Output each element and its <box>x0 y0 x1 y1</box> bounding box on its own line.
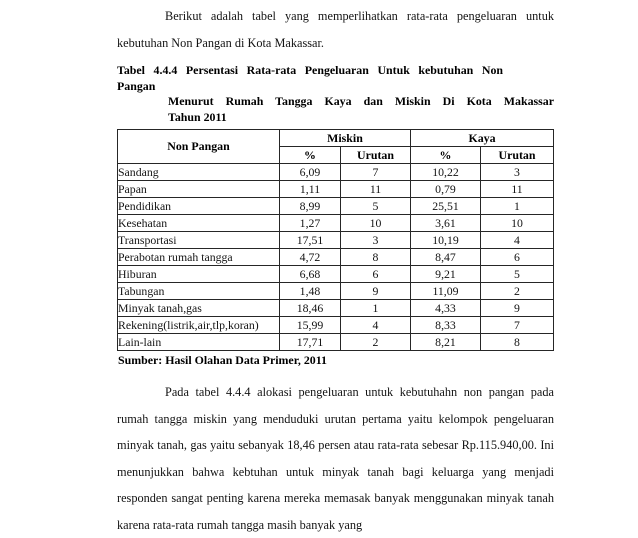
cell-miskin-rank: 3 <box>341 232 411 249</box>
page-content <box>117 0 554 538</box>
cell-miskin-rank: 5 <box>341 198 411 215</box>
cell-miskin-percent: 8,99 <box>280 198 341 215</box>
cell-kaya-rank: 8 <box>481 334 554 351</box>
cell-kaya-rank: 2 <box>481 283 554 300</box>
table-caption-line-3: Tahun 2011 <box>168 109 227 124</box>
cell-miskin-percent: 17,51 <box>280 232 341 249</box>
cell-miskin-rank: 9 <box>341 283 411 300</box>
cell-category: Rekening(listrik,air,tlp,koran) <box>118 317 280 334</box>
cell-category: Lain-lain <box>118 334 280 351</box>
header-group-kaya: Kaya <box>411 130 554 147</box>
table-caption-line-1: Tabel 4.4.4 Persentasi Rata-rata Pengeluaran Untuk kebutuhan Non Pangan <box>117 63 503 93</box>
expenditure-table <box>117 129 554 351</box>
cell-miskin-percent: 1,11 <box>280 181 341 198</box>
cell-kaya-rank: 1 <box>481 198 554 215</box>
cell-kaya-percent: 11,09 <box>411 283 481 300</box>
table-row <box>118 164 554 181</box>
cell-miskin-percent: 6,68 <box>280 266 341 283</box>
cell-miskin-percent: 15,99 <box>280 317 341 334</box>
cell-miskin-rank: 4 <box>341 317 411 334</box>
intro-paragraph-text: Berikut adalah tabel yang memperlihatkan rata-rata pengeluaran untuk kebutuhan Non Pangan di Kota Makassar. <box>117 9 554 50</box>
cell-category: Minyak tanah,gas <box>118 300 280 317</box>
header-miskin-rank: Urutan <box>341 147 411 164</box>
cell-category: Transportasi <box>118 232 280 249</box>
cell-kaya-percent: 0,79 <box>411 181 481 198</box>
table-header-row-groups <box>118 130 554 147</box>
cell-miskin-rank: 6 <box>341 266 411 283</box>
table-row <box>118 283 554 300</box>
cell-miskin-percent: 4,72 <box>280 249 341 266</box>
cell-kaya-rank: 3 <box>481 164 554 181</box>
cell-miskin-percent: 6,09 <box>280 164 341 181</box>
cell-miskin-rank: 1 <box>341 300 411 317</box>
cell-kaya-rank: 7 <box>481 317 554 334</box>
cell-category: Sandang <box>118 164 280 181</box>
cell-kaya-rank: 4 <box>481 232 554 249</box>
cell-category: Hiburan <box>118 266 280 283</box>
cell-miskin-rank: 11 <box>341 181 411 198</box>
body-paragraph-2-text: Pada tabel 4.4.4 alokasi pengeluaran untuk kebutuhahn non pangan pada rumah tangga miskin yang menduduki urutan pertama yaitu kelompok pengeluaran minyak tanah, gas yaitu sebanyak 18,46 persen atau rata-rata sebesar Rp.115.940,00. Ini menunjukkan bahwa kebtuhan untuk minyak tanah bagi keluarga yang menjadi responden sangat penting karena mereka memasak banyak menggunakan minyak tanah karena rata-rata rumah tangga masih banyak yang <box>117 385 554 532</box>
cell-kaya-percent: 3,61 <box>411 215 481 232</box>
cell-category: Perabotan rumah tangga <box>118 249 280 266</box>
table-row <box>118 198 554 215</box>
cell-kaya-percent: 8,47 <box>411 249 481 266</box>
table-source-note: Sumber: Hasil Olahan Data Primer, 2011 <box>118 353 327 368</box>
table-row <box>118 300 554 317</box>
table-caption-line-2: Menurut Rumah Tangga Kaya dan Miskin Di Kota Makassar <box>168 94 554 109</box>
cell-category: Pendidikan <box>118 198 280 215</box>
cell-kaya-percent: 9,21 <box>411 266 481 283</box>
cell-kaya-rank: 6 <box>481 249 554 266</box>
cell-miskin-rank: 2 <box>341 334 411 351</box>
intro-paragraph <box>117 0 554 56</box>
header-kaya-rank: Urutan <box>481 147 554 164</box>
table-row <box>118 334 554 351</box>
table-row <box>118 249 554 266</box>
cell-miskin-rank: 7 <box>341 164 411 181</box>
cell-miskin-percent: 1,27 <box>280 215 341 232</box>
cell-miskin-rank: 8 <box>341 249 411 266</box>
header-kaya-percent: % <box>411 147 481 164</box>
table-header <box>118 130 554 164</box>
table-body <box>118 164 554 351</box>
cell-kaya-percent: 8,33 <box>411 317 481 334</box>
cell-kaya-percent: 10,22 <box>411 164 481 181</box>
header-miskin-percent: % <box>280 147 341 164</box>
cell-kaya-rank: 11 <box>481 181 554 198</box>
cell-kaya-rank: 9 <box>481 300 554 317</box>
cell-miskin-percent: 18,46 <box>280 300 341 317</box>
cell-kaya-rank: 5 <box>481 266 554 283</box>
cell-kaya-percent: 10,19 <box>411 232 481 249</box>
cell-kaya-percent: 25,51 <box>411 198 481 215</box>
table-row <box>118 181 554 198</box>
table-row <box>118 266 554 283</box>
cell-miskin-percent: 17,71 <box>280 334 341 351</box>
cell-miskin-rank: 10 <box>341 215 411 232</box>
table-row <box>118 317 554 334</box>
header-non-pangan: Non Pangan <box>118 130 280 164</box>
cell-category: Tabungan <box>118 283 280 300</box>
cell-category: Papan <box>118 181 280 198</box>
cell-miskin-percent: 1,48 <box>280 283 341 300</box>
table-row <box>118 215 554 232</box>
cell-category: Kesehatan <box>118 215 280 232</box>
body-paragraph-2 <box>117 368 554 538</box>
cell-kaya-rank: 10 <box>481 215 554 232</box>
cell-kaya-percent: 8,21 <box>411 334 481 351</box>
cell-kaya-percent: 4,33 <box>411 300 481 317</box>
table-caption <box>117 56 554 125</box>
table-row <box>118 232 554 249</box>
header-group-miskin: Miskin <box>280 130 411 147</box>
